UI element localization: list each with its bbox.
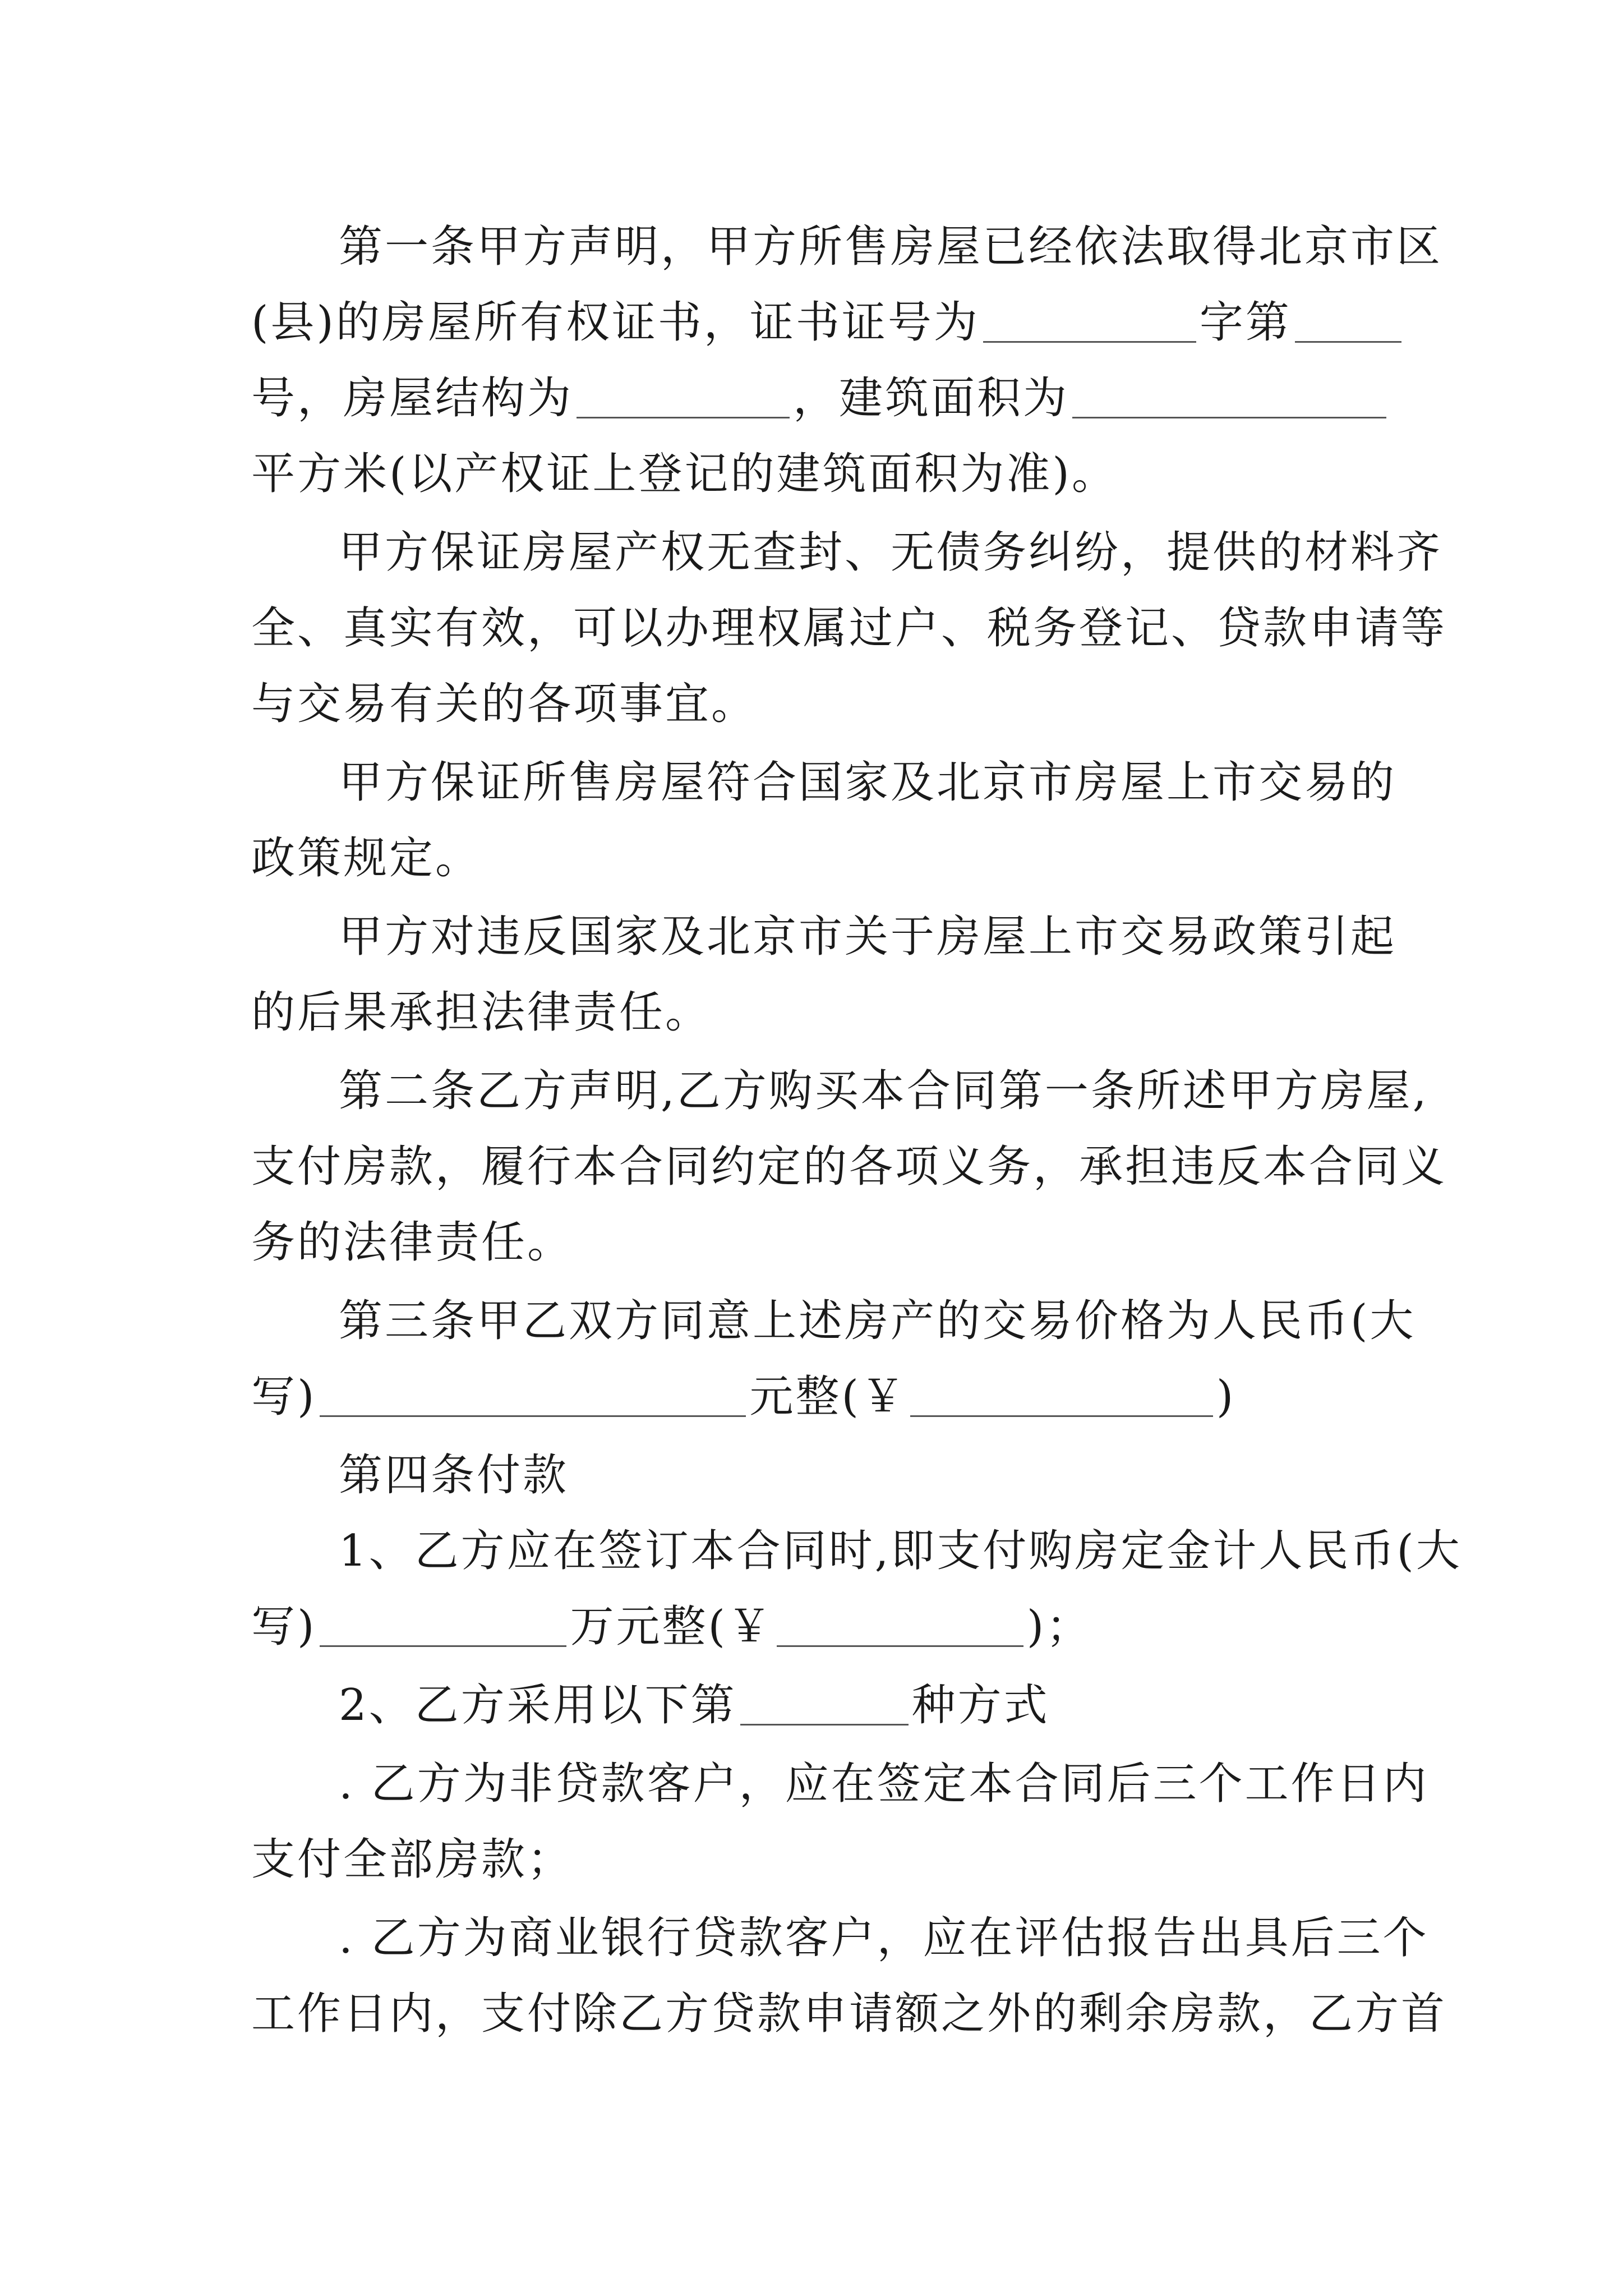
blank-line (320, 1643, 566, 1647)
text-line: 第一条甲方声明，甲方所售房屋已经依法取得北京市区 (339, 222, 1443, 272)
text-line: 1、乙方应在签订本合同时,即支付购房定金计人民币(大 (339, 1526, 1462, 1576)
text-line: 甲方保证所售房屋符合国家及北京市房屋上市交易的 (339, 757, 1397, 808)
text-segment: ，建筑面积为 (793, 373, 1069, 424)
text-line: 支付房款，履行本合同约定的各项义务，承担违反本合同义 (251, 1142, 1447, 1192)
text-line: . 乙方为非贷款客户，应在签定本合同后三个工作日内 (339, 1759, 1429, 1809)
text-segment: 2、乙方采用以下第 (339, 1680, 737, 1731)
text-segment: 写) (251, 1372, 317, 1422)
text-segment: ) (1216, 1372, 1236, 1422)
text-line: 平方米(以产权证上登记的建筑面积为准)。 (251, 449, 1118, 499)
text-segment: )； (1026, 1602, 1092, 1652)
text-segment: (县)的房屋所有权证书，证书证号为 (251, 297, 980, 348)
blank-line (320, 1413, 746, 1417)
text-line (339, 1666, 1390, 1745)
text-line: 的后果承担法律责任。 (251, 987, 712, 1038)
blank-line (577, 415, 790, 418)
text-line: 支付全部房款； (251, 1834, 574, 1885)
text-line: 甲方保证房屋产权无查封、无债务纠纷，提供的材料齐 (339, 527, 1443, 578)
text-segment: 号，房屋结构为 (251, 373, 574, 424)
text-line: 工作日内，支付除乙方贷款申请额之外的剩余房款，乙方首 (251, 1989, 1447, 2039)
blank-line (983, 339, 1196, 343)
text-line (251, 1358, 1390, 1436)
text-line (251, 283, 1390, 362)
text-line: 第三条甲乙双方同意上述房产的交易价格为人民币(大 (339, 1296, 1416, 1346)
blank-line (910, 1413, 1213, 1417)
text-line: 第二条乙方声明,乙方购买本合同第一条所述甲方房屋, (339, 1066, 1429, 1116)
text-line: 与交易有关的各项事宜。 (251, 679, 758, 729)
blank-line (1072, 415, 1386, 418)
blank-line (740, 1722, 909, 1726)
blank-line (1295, 339, 1401, 343)
text-segment: 元整(￥ (749, 1372, 907, 1422)
text-line (251, 1588, 1390, 1666)
blank-line (777, 1643, 1023, 1647)
text-segment: 种方式 (911, 1680, 1050, 1731)
text-line: 甲方对违反国家及北京市关于房屋上市交易政策引起 (339, 912, 1397, 962)
text-line: . 乙方为商业银行贷款客户，应在评估报告出具后三个 (339, 1913, 1429, 1963)
text-segment: 万元整(￥ (570, 1602, 773, 1652)
text-line: 务的法律责任。 (251, 1217, 574, 1268)
text-line: 第四条付款 (339, 1450, 569, 1501)
text-line: 全、真实有效，可以办理权属过户、税务登记、贷款申请等 (251, 603, 1447, 654)
text-line (251, 359, 1390, 438)
text-segment: 写) (251, 1602, 317, 1652)
text-segment: 字第 (1199, 297, 1292, 348)
text-line: 政策规定。 (251, 833, 482, 884)
